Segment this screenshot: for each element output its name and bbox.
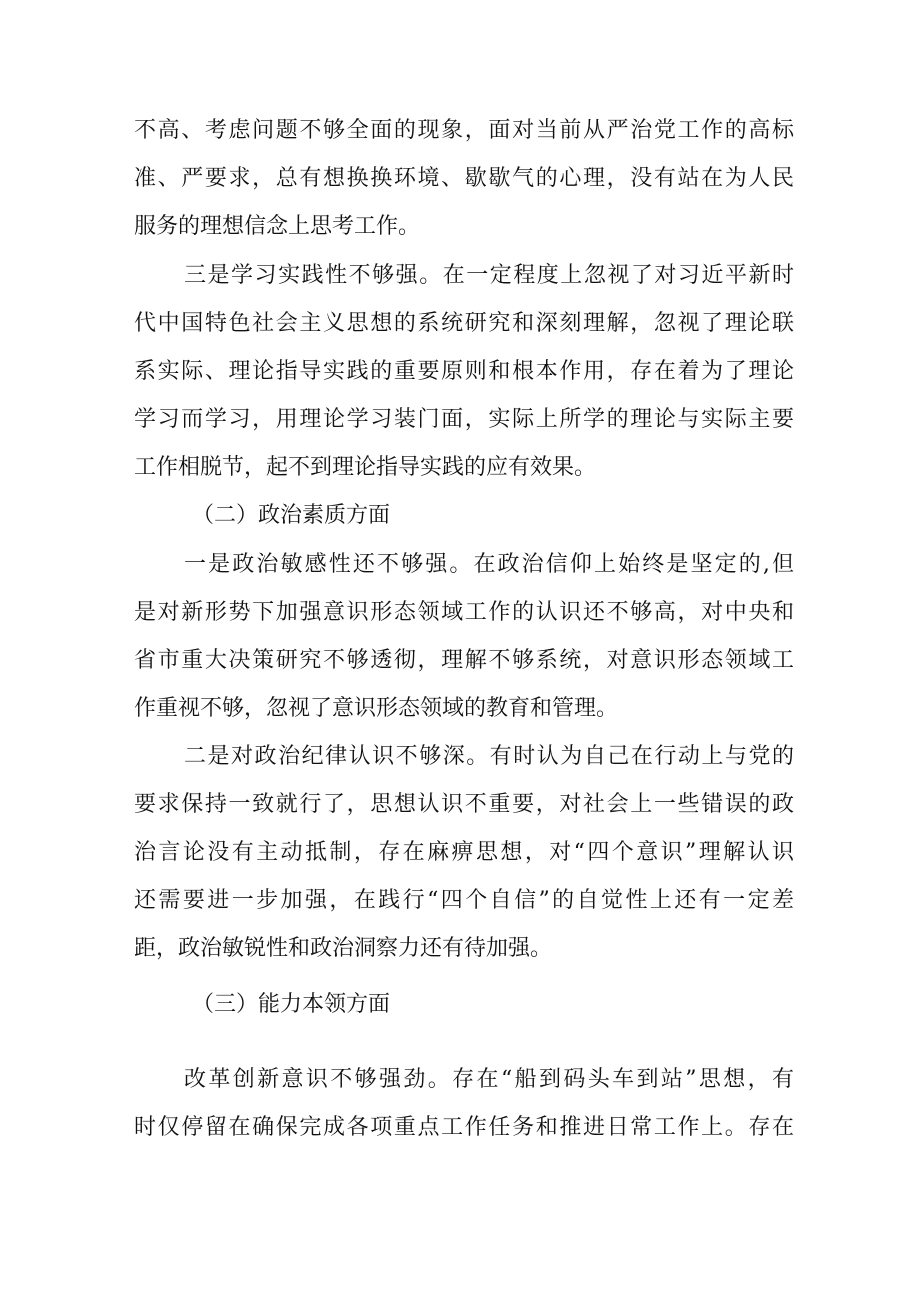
paragraph-4-line-5: 距，政治敏锐性和政治洞察力还有待加强。 [134, 936, 553, 961]
section-heading-political-quality: （二）政治素质方面 [192, 503, 391, 528]
section-heading-ability: （三）能力本领方面 [192, 992, 391, 1017]
paragraph-4-line-4: 还需要进一步加强，在践行“四个自信”的自觉性上还有一定差 [134, 888, 794, 913]
paragraph-4-line-2: 要求保持一致就行了，思想认识不重要，对社会上一些错误的政 [134, 792, 794, 817]
paragraph-1-line-3: 服务的理想信念上思考工作。 [134, 214, 421, 239]
paragraph-2-line-3: 系实际、理论指导实践的重要原则和根本作用，存在着为了理论 [134, 359, 794, 384]
paragraph-2-line-2: 代中国特色社会主义思想的系统研究和深刻理解，忽视了理论联 [134, 311, 794, 336]
paragraph-3-line-4: 作重视不够，忽视了意识形态领域的教育和管理。 [134, 696, 619, 721]
paragraph-5-line-1: 改革创新意识不够强劲。存在“船到码头车到站”思想，有 [184, 1067, 794, 1092]
paragraph-1-line-2: 准、严要求，总有想换换环境、歇歇气的心理，没有站在为人民 [134, 166, 794, 191]
paragraph-3-line-2: 是对新形势下加强意识形态领域工作的认识还不够高，对中央和 [134, 600, 794, 625]
paragraph-4-line-3: 治言论没有主动抵制，存在麻痹思想，对“四个意识”理解认识 [134, 840, 794, 865]
paragraph-5-line-2: 时仅停留在确保完成各项重点工作任务和推进日常工作上。存在 [134, 1115, 794, 1140]
paragraph-4-line-1: 二是对政治纪律认识不够深。有时认为自己在行动上与党的 [184, 744, 794, 769]
paragraph-3-line-1: 一是政治敏感性还不够强。在政治信仰上始终是坚定的,但 [184, 552, 794, 577]
paragraph-2-line-1: 三是学习实践性不够强。在一定程度上忽视了对习近平新时 [184, 263, 794, 288]
paragraph-3-line-3: 省市重大决策研究不够透彻，理解不够系统，对意识形态领域工 [134, 648, 794, 673]
paragraph-2-line-5: 工作相脱节，起不到理论指导实践的应有效果。 [134, 455, 597, 480]
paragraph-1-line-1: 不高、考虑问题不够全面的现象，面对当前从严治党工作的高标 [134, 118, 794, 143]
paragraph-2-line-4: 学习而学习，用理论学习装门面，实际上所学的理论与实际主要 [134, 407, 794, 432]
